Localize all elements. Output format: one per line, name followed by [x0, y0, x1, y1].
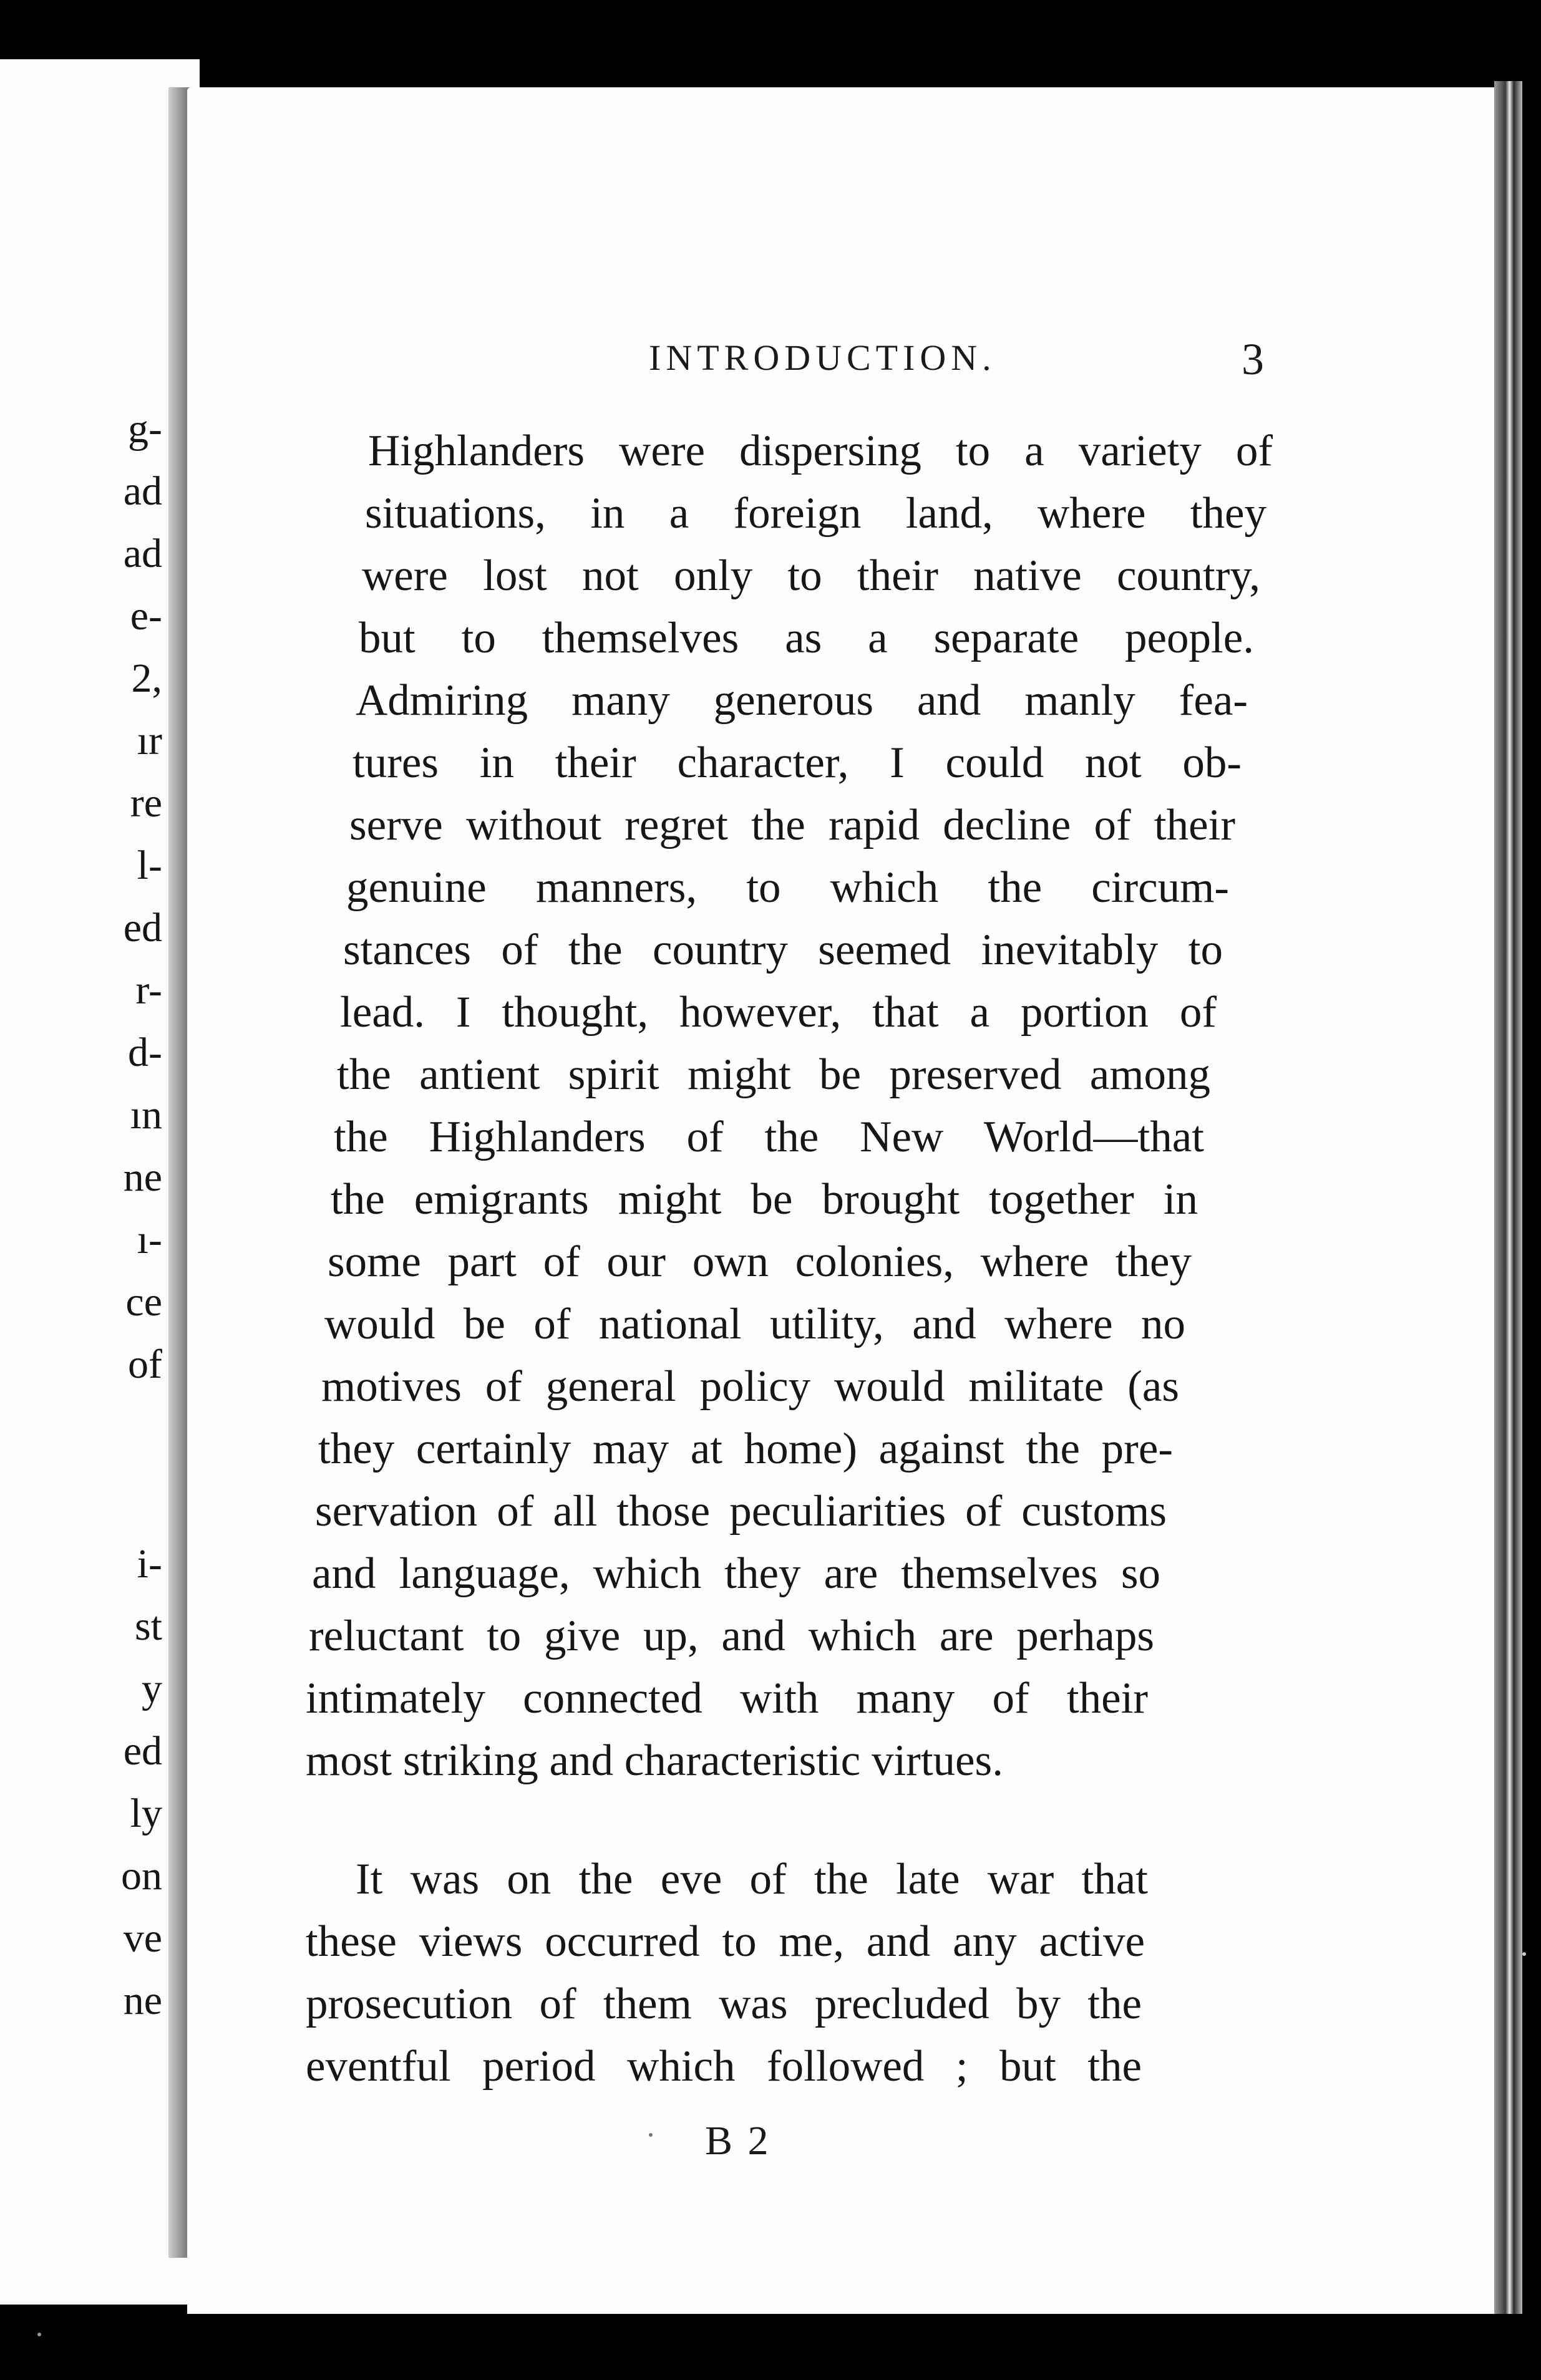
left-fragment: d-	[128, 1030, 162, 1075]
text-line: reluctant to give up, and which are perhaps	[309, 1612, 1154, 1660]
left-fragment: r-	[135, 967, 162, 1013]
text-line: stances of the country seemed inevitably to	[343, 926, 1223, 974]
left-fragment: ı-	[137, 1217, 162, 1262]
text-line: and language, which they are themselves so	[312, 1549, 1160, 1598]
text-line: Admiring many generous and manly fea-	[356, 676, 1248, 725]
left-fragment: ad	[123, 531, 162, 576]
speck	[649, 2133, 653, 2137]
text-line: It was on the eve of the late war that	[356, 1855, 1148, 1904]
left-fragment: ne	[123, 1978, 162, 2023]
text-line: tures in their character, I could not ob-	[352, 738, 1242, 787]
text-line: Highlanders were dispersing to a variety of	[368, 427, 1273, 475]
left-fragment: on	[121, 1853, 162, 1899]
text-line: intimately connected with many of their	[306, 1674, 1148, 1723]
left-fragment: ed	[123, 1728, 162, 1774]
text-line: genuine manners, to which the circum-	[346, 863, 1229, 912]
left-fragment: ed	[123, 905, 162, 951]
speck	[37, 2333, 41, 2336]
text-line: situations, in a foreign land, where they	[365, 489, 1266, 538]
left-fragment: ly	[130, 1791, 162, 1836]
left-fragment: e-	[130, 593, 162, 639]
left-fragment: g-	[128, 406, 162, 452]
left-fragment: i-	[137, 1541, 162, 1587]
text-line: but to themselves as a separate people.	[359, 614, 1254, 662]
speck	[1522, 1952, 1526, 1956]
running-head: INTRODUCTION.	[649, 337, 996, 378]
left-fragment: ne	[123, 1154, 162, 1200]
page-edge-shadow	[1494, 81, 1522, 2314]
text-line: most striking and characteristic virtues.	[306, 1736, 1003, 1785]
text-line: these views occurred to me, and any active	[306, 1917, 1145, 1966]
text-line: the Highlanders of the New World—that	[334, 1113, 1204, 1161]
text-line: some part of our own colonies, where they	[328, 1237, 1192, 1286]
text-line: serve without regret the rapid decline of their	[349, 801, 1235, 849]
text-line: were lost not only to their native country,	[362, 551, 1260, 600]
text-line: the antient spirit might be preserved among	[337, 1050, 1210, 1099]
left-fragment: 2,	[131, 655, 162, 701]
text-line: lead. I thought, however, that a portion of	[340, 988, 1217, 1037]
left-fragment: of	[128, 1342, 162, 1387]
page-number: 3	[1242, 334, 1264, 384]
text-line: eventful period which followed ; but the	[306, 2042, 1142, 2091]
left-fragment: re	[130, 780, 162, 826]
text-line: prosecution of them was precluded by the	[306, 1980, 1142, 2028]
left-fragment: ın	[130, 1092, 162, 1138]
text-line: they certainly may at home) against the pre-	[318, 1425, 1173, 1473]
left-fragment: st	[134, 1604, 162, 1649]
left-fragment: ad	[123, 468, 162, 514]
left-fragment: ce	[125, 1279, 162, 1325]
left-fragment: ır	[137, 718, 162, 763]
text-line: motives of general policy would militate (as	[321, 1362, 1179, 1411]
text-line: the emigrants might be brought together in	[331, 1175, 1198, 1224]
left-fragment: ve	[123, 1915, 162, 1961]
text-line: would be of national utility, and where no	[324, 1300, 1185, 1348]
signature-mark: B 2	[705, 2118, 771, 2164]
left-fragment: y	[142, 1666, 162, 1711]
text-line: servation of all those peculiarities of customs	[315, 1487, 1167, 1536]
left-fragment: l-	[137, 843, 162, 888]
